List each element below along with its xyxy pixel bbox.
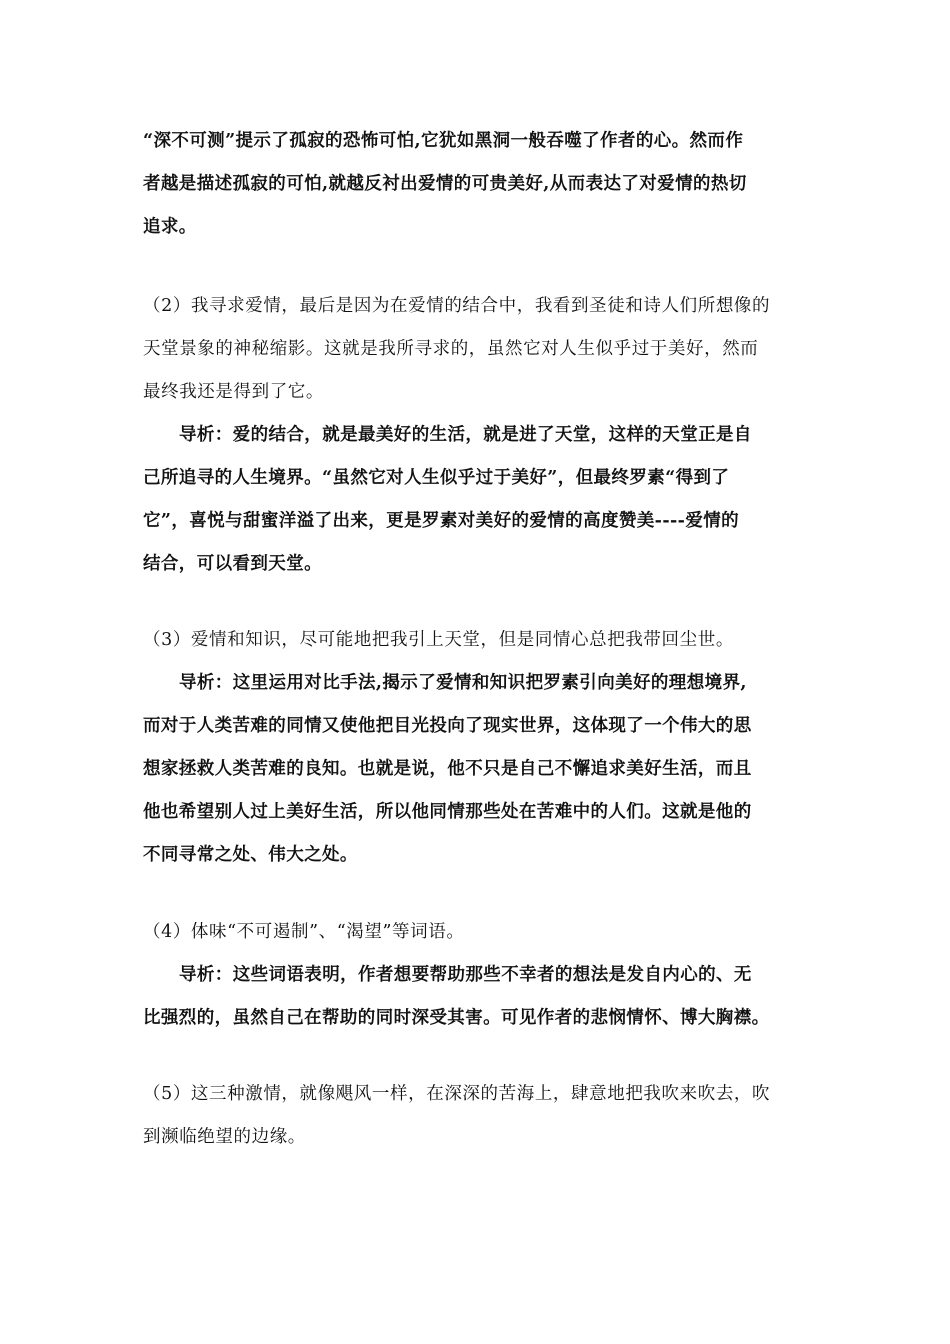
question-paragraph-5 — [143, 1073, 807, 1159]
analysis-paragraph-1 — [143, 120, 807, 249]
text-line: 他也希望别人过上美好生活，所以他同情那些处在苦难中的人们。这就是他的 — [143, 802, 752, 822]
text-line: 不同寻常之处、伟大之处。 — [143, 845, 358, 865]
text-line: 到濒临绝望的边缘。 — [143, 1127, 306, 1147]
text-line: （4）体味“不可遏制”、“渴望”等词语。 — [143, 922, 465, 942]
text-line: 最终我还是得到了它。 — [143, 382, 324, 402]
analysis-paragraph-3 — [143, 662, 807, 877]
text-line: 导析：爱的结合，就是最美好的生活，就是进了天堂，这样的天堂正是自 — [179, 425, 752, 445]
text-line: 者越是描述孤寂的可怕,就越反衬出爱情的可贵美好,从而表达了对爱情的热切 — [143, 174, 747, 194]
text-line: （2）我寻求爱情，最后是因为在爱情的结合中，我看到圣徒和诗人们所想像的 — [143, 296, 771, 316]
analysis-paragraph-2 — [143, 414, 807, 586]
text-line: 天堂景象的神秘缩影。这就是我所寻求的，虽然它对人生似乎过于美好，然而 — [143, 339, 759, 359]
text-line: 比强烈的，虽然自己在帮助的同时深受其害。可见作者的悲悯情怀、博大胸襟。 — [143, 1008, 770, 1028]
question-paragraph-3 — [143, 619, 807, 662]
question-paragraph-4 — [143, 911, 807, 954]
text-line: “深不可测”提示了孤寂的恐怖可怕,它犹如黑洞一般吞噬了作者的心。然而作 — [143, 131, 744, 151]
text-line: （3）爱情和知识，尽可能地把我引上天堂，但是同情心总把我带回尘世。 — [143, 630, 734, 650]
text-line: 导析：这里运用对比手法,揭示了爱情和知识把罗素引向美好的理想境界, — [179, 673, 747, 693]
text-line: 导析：这些词语表明，作者想要帮助那些不幸者的想法是发自内心的、无 — [179, 965, 752, 985]
analysis-paragraph-4 — [143, 954, 807, 1040]
text-line: 追求。 — [143, 217, 197, 237]
text-line: 结合，可以看到天堂。 — [143, 554, 322, 574]
text-line: 它”，喜悦与甜蜜洋溢了出来，更是罗素对美好的爱情的高度赞美----爱情的 — [143, 511, 740, 531]
text-line: （5）这三种激情，就像飓风一样，在深深的苦海上，肆意地把我吹来吹去，吹 — [143, 1084, 771, 1104]
text-line: 而对于人类苦难的同情又使他把目光投向了现实世界，这体现了一个伟大的思 — [143, 716, 752, 736]
question-paragraph-2 — [143, 285, 807, 414]
text-line: 己所追寻的人生境界。“虽然它对人生似乎过于美好”，但最终罗素“得到了 — [143, 468, 730, 488]
text-line: 想家拯救人类苦难的良知。也就是说，他不只是自己不懈追求美好生活，而且 — [143, 759, 752, 779]
